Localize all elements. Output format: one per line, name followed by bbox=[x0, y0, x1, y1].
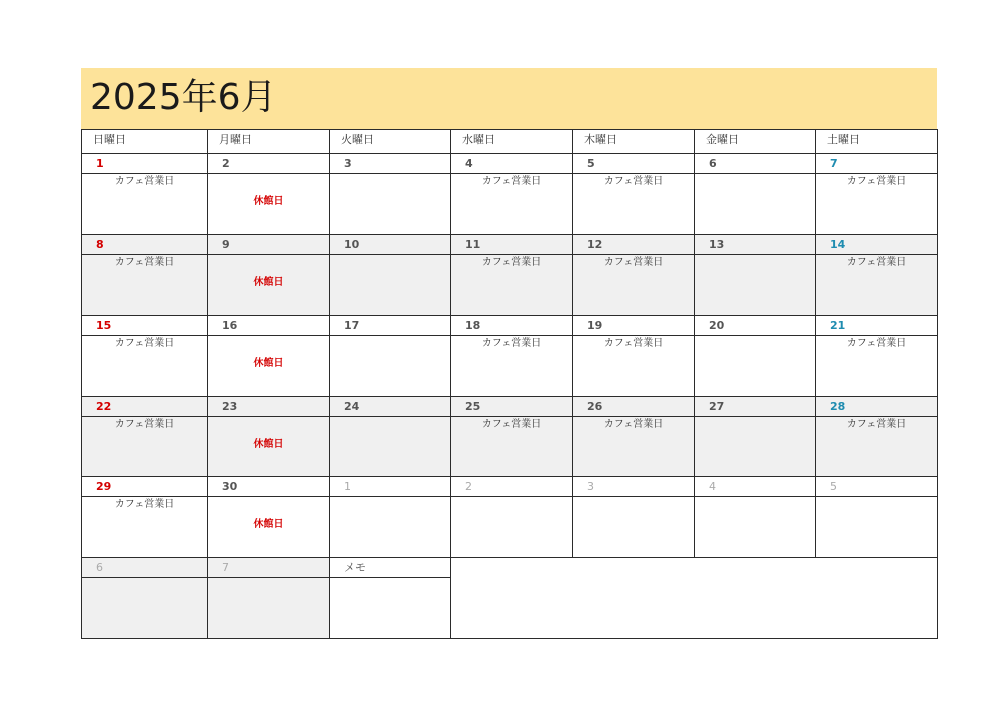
day-number: 19 bbox=[587, 319, 603, 332]
day-number: 6 bbox=[709, 157, 717, 170]
day-number: 15 bbox=[96, 319, 112, 332]
day-body-cell[interactable] bbox=[329, 496, 451, 558]
cafe-open-label: カフェ営業日 bbox=[481, 419, 542, 430]
day-body-cell[interactable] bbox=[81, 254, 208, 316]
day-body-cell[interactable] bbox=[329, 335, 451, 397]
day-body-cell[interactable] bbox=[450, 496, 573, 558]
day-number-cell[interactable] bbox=[207, 476, 330, 497]
day-number-cell[interactable] bbox=[694, 476, 816, 497]
weekday-label: 金曜日 bbox=[706, 133, 739, 146]
day-number-cell[interactable] bbox=[207, 234, 330, 255]
day-number: 29 bbox=[96, 480, 112, 493]
calendar-title: 2025年6月 bbox=[90, 77, 277, 118]
weekday-label: 月曜日 bbox=[219, 133, 252, 146]
day-number: 3 bbox=[587, 480, 594, 493]
day-body-cell[interactable] bbox=[207, 335, 330, 397]
day-body-cell[interactable] bbox=[572, 173, 695, 235]
day-number-cell[interactable] bbox=[81, 153, 208, 174]
day-body-cell[interactable] bbox=[207, 416, 330, 478]
day-number: 28 bbox=[830, 400, 846, 413]
day-number-cell[interactable] bbox=[572, 234, 695, 255]
day-number: 2 bbox=[222, 157, 230, 170]
day-number: 22 bbox=[96, 400, 112, 413]
day-body-cell[interactable] bbox=[815, 254, 938, 316]
day-number-cell[interactable] bbox=[450, 396, 573, 417]
day-number-cell[interactable] bbox=[572, 476, 695, 497]
day-body-cell[interactable] bbox=[694, 173, 816, 235]
memo-header bbox=[329, 557, 451, 578]
weekday-header bbox=[450, 129, 573, 154]
day-number-cell[interactable] bbox=[450, 315, 573, 336]
day-body-cell[interactable] bbox=[81, 496, 208, 558]
day-body-cell[interactable] bbox=[207, 254, 330, 316]
closed-day-label: 休館日 bbox=[253, 358, 284, 369]
day-number-cell[interactable] bbox=[329, 153, 451, 174]
day-number-cell[interactable] bbox=[450, 234, 573, 255]
cafe-open-label: カフェ営業日 bbox=[114, 176, 175, 187]
cafe-open-label: カフェ営業日 bbox=[846, 338, 907, 349]
day-body-cell[interactable] bbox=[329, 254, 451, 316]
day-number-cell[interactable] bbox=[81, 557, 208, 578]
day-number-cell[interactable] bbox=[207, 557, 330, 578]
cafe-open-label: カフェ営業日 bbox=[114, 338, 175, 349]
weekday-label: 木曜日 bbox=[584, 133, 617, 146]
day-number: 1 bbox=[96, 157, 104, 170]
day-body-cell[interactable] bbox=[572, 254, 695, 316]
day-number-cell[interactable] bbox=[81, 234, 208, 255]
weekday-header bbox=[329, 129, 451, 154]
cafe-open-label: カフェ営業日 bbox=[603, 176, 664, 187]
weekday-label: 水曜日 bbox=[462, 133, 495, 146]
cafe-open-label: カフェ営業日 bbox=[481, 176, 542, 187]
day-number: 9 bbox=[222, 238, 230, 251]
day-body-cell[interactable] bbox=[815, 335, 938, 397]
day-number: 2 bbox=[465, 480, 472, 493]
cafe-open-label: カフェ営業日 bbox=[846, 176, 907, 187]
day-body-cell[interactable] bbox=[81, 335, 208, 397]
day-number: 8 bbox=[96, 238, 104, 251]
closed-day-label: 休館日 bbox=[253, 519, 284, 530]
day-number: 7 bbox=[830, 157, 838, 170]
cafe-open-label: カフェ営業日 bbox=[481, 257, 542, 268]
day-body-cell[interactable] bbox=[572, 496, 695, 558]
day-number: 24 bbox=[344, 400, 360, 413]
cafe-open-label: カフェ営業日 bbox=[114, 257, 175, 268]
day-number-cell[interactable] bbox=[694, 153, 816, 174]
cafe-open-label: カフェ営業日 bbox=[114, 499, 175, 510]
cafe-open-label: カフェ営業日 bbox=[846, 257, 907, 268]
closed-day-label: 休館日 bbox=[253, 196, 284, 207]
day-body-cell[interactable] bbox=[694, 254, 816, 316]
day-number: 12 bbox=[587, 238, 603, 251]
cafe-open-label: カフェ営業日 bbox=[603, 338, 664, 349]
day-number-cell[interactable] bbox=[81, 396, 208, 417]
memo-label: メモ bbox=[344, 561, 366, 574]
day-body-cell[interactable] bbox=[81, 416, 208, 478]
day-body-cell[interactable] bbox=[329, 173, 451, 235]
weekday-header bbox=[572, 129, 695, 154]
day-number: 4 bbox=[465, 157, 473, 170]
closed-day-label: 休館日 bbox=[253, 277, 284, 288]
day-number: 11 bbox=[465, 238, 481, 251]
day-number-cell[interactable] bbox=[815, 396, 938, 417]
day-body-cell[interactable] bbox=[329, 416, 451, 478]
weekday-header bbox=[694, 129, 816, 154]
day-number-cell[interactable] bbox=[572, 153, 695, 174]
day-number: 4 bbox=[709, 480, 716, 493]
day-number-cell[interactable] bbox=[329, 476, 451, 497]
day-number: 20 bbox=[709, 319, 725, 332]
day-number-cell[interactable] bbox=[815, 153, 938, 174]
day-number: 3 bbox=[344, 157, 352, 170]
memo-box[interactable] bbox=[329, 577, 451, 639]
day-body-cell[interactable] bbox=[694, 335, 816, 397]
day-body-cell[interactable] bbox=[81, 173, 208, 235]
weekday-label: 土曜日 bbox=[827, 133, 860, 146]
day-number: 27 bbox=[709, 400, 725, 413]
day-number: 30 bbox=[222, 480, 238, 493]
day-number-cell[interactable] bbox=[207, 396, 330, 417]
day-body-cell[interactable] bbox=[450, 173, 573, 235]
weekday-label: 日曜日 bbox=[93, 133, 126, 146]
day-number-cell[interactable] bbox=[694, 234, 816, 255]
weekday-header bbox=[81, 129, 208, 154]
day-number: 17 bbox=[344, 319, 360, 332]
day-body-cell[interactable] bbox=[450, 416, 573, 478]
day-number-cell[interactable] bbox=[815, 476, 938, 497]
cafe-open-label: カフェ営業日 bbox=[846, 419, 907, 430]
closed-day-label: 休館日 bbox=[253, 439, 284, 450]
day-body-cell[interactable] bbox=[694, 496, 816, 558]
cafe-open-label: カフェ営業日 bbox=[603, 257, 664, 268]
day-number: 14 bbox=[830, 238, 846, 251]
day-body-cell[interactable] bbox=[207, 496, 330, 558]
day-number-cell[interactable] bbox=[81, 476, 208, 497]
day-number: 5 bbox=[830, 480, 837, 493]
day-number: 7 bbox=[222, 561, 229, 574]
day-number-cell[interactable] bbox=[572, 396, 695, 417]
day-number-cell[interactable] bbox=[450, 476, 573, 497]
day-number-cell[interactable] bbox=[207, 153, 330, 174]
day-number-cell[interactable] bbox=[815, 315, 938, 336]
day-body-cell[interactable] bbox=[207, 577, 330, 639]
day-body-cell[interactable] bbox=[815, 496, 938, 558]
weekday-header bbox=[815, 129, 938, 154]
day-number: 13 bbox=[709, 238, 725, 251]
cafe-open-label: カフェ営業日 bbox=[603, 419, 664, 430]
day-number: 18 bbox=[465, 319, 481, 332]
day-number: 25 bbox=[465, 400, 481, 413]
weekday-label: 火曜日 bbox=[341, 133, 374, 146]
day-number: 23 bbox=[222, 400, 238, 413]
cafe-open-label: カフェ営業日 bbox=[114, 419, 175, 430]
day-number-cell[interactable] bbox=[329, 315, 451, 336]
day-number-cell[interactable] bbox=[329, 396, 451, 417]
weekday-header bbox=[207, 129, 330, 154]
day-number: 10 bbox=[344, 238, 360, 251]
day-number-cell[interactable] bbox=[694, 396, 816, 417]
day-number-cell[interactable] bbox=[572, 315, 695, 336]
day-number-cell[interactable] bbox=[81, 315, 208, 336]
day-body-cell[interactable] bbox=[450, 335, 573, 397]
day-number: 26 bbox=[587, 400, 603, 413]
day-body-cell[interactable] bbox=[207, 173, 330, 235]
day-body-cell[interactable] bbox=[694, 416, 816, 478]
day-number-cell[interactable] bbox=[450, 153, 573, 174]
day-body-cell[interactable] bbox=[572, 416, 695, 478]
day-number-cell[interactable] bbox=[329, 234, 451, 255]
day-body-cell[interactable] bbox=[815, 173, 938, 235]
day-number: 21 bbox=[830, 319, 846, 332]
day-number: 5 bbox=[587, 157, 595, 170]
day-body-cell[interactable] bbox=[450, 254, 573, 316]
day-body-cell[interactable] bbox=[572, 335, 695, 397]
memo-area[interactable] bbox=[450, 557, 938, 639]
day-number-cell[interactable] bbox=[815, 234, 938, 255]
day-body-cell[interactable] bbox=[81, 577, 208, 639]
cafe-open-label: カフェ営業日 bbox=[481, 338, 542, 349]
day-number-cell[interactable] bbox=[207, 315, 330, 336]
day-number: 16 bbox=[222, 319, 238, 332]
day-number: 6 bbox=[96, 561, 103, 574]
day-body-cell[interactable] bbox=[815, 416, 938, 478]
day-number-cell[interactable] bbox=[694, 315, 816, 336]
day-number: 1 bbox=[344, 480, 351, 493]
